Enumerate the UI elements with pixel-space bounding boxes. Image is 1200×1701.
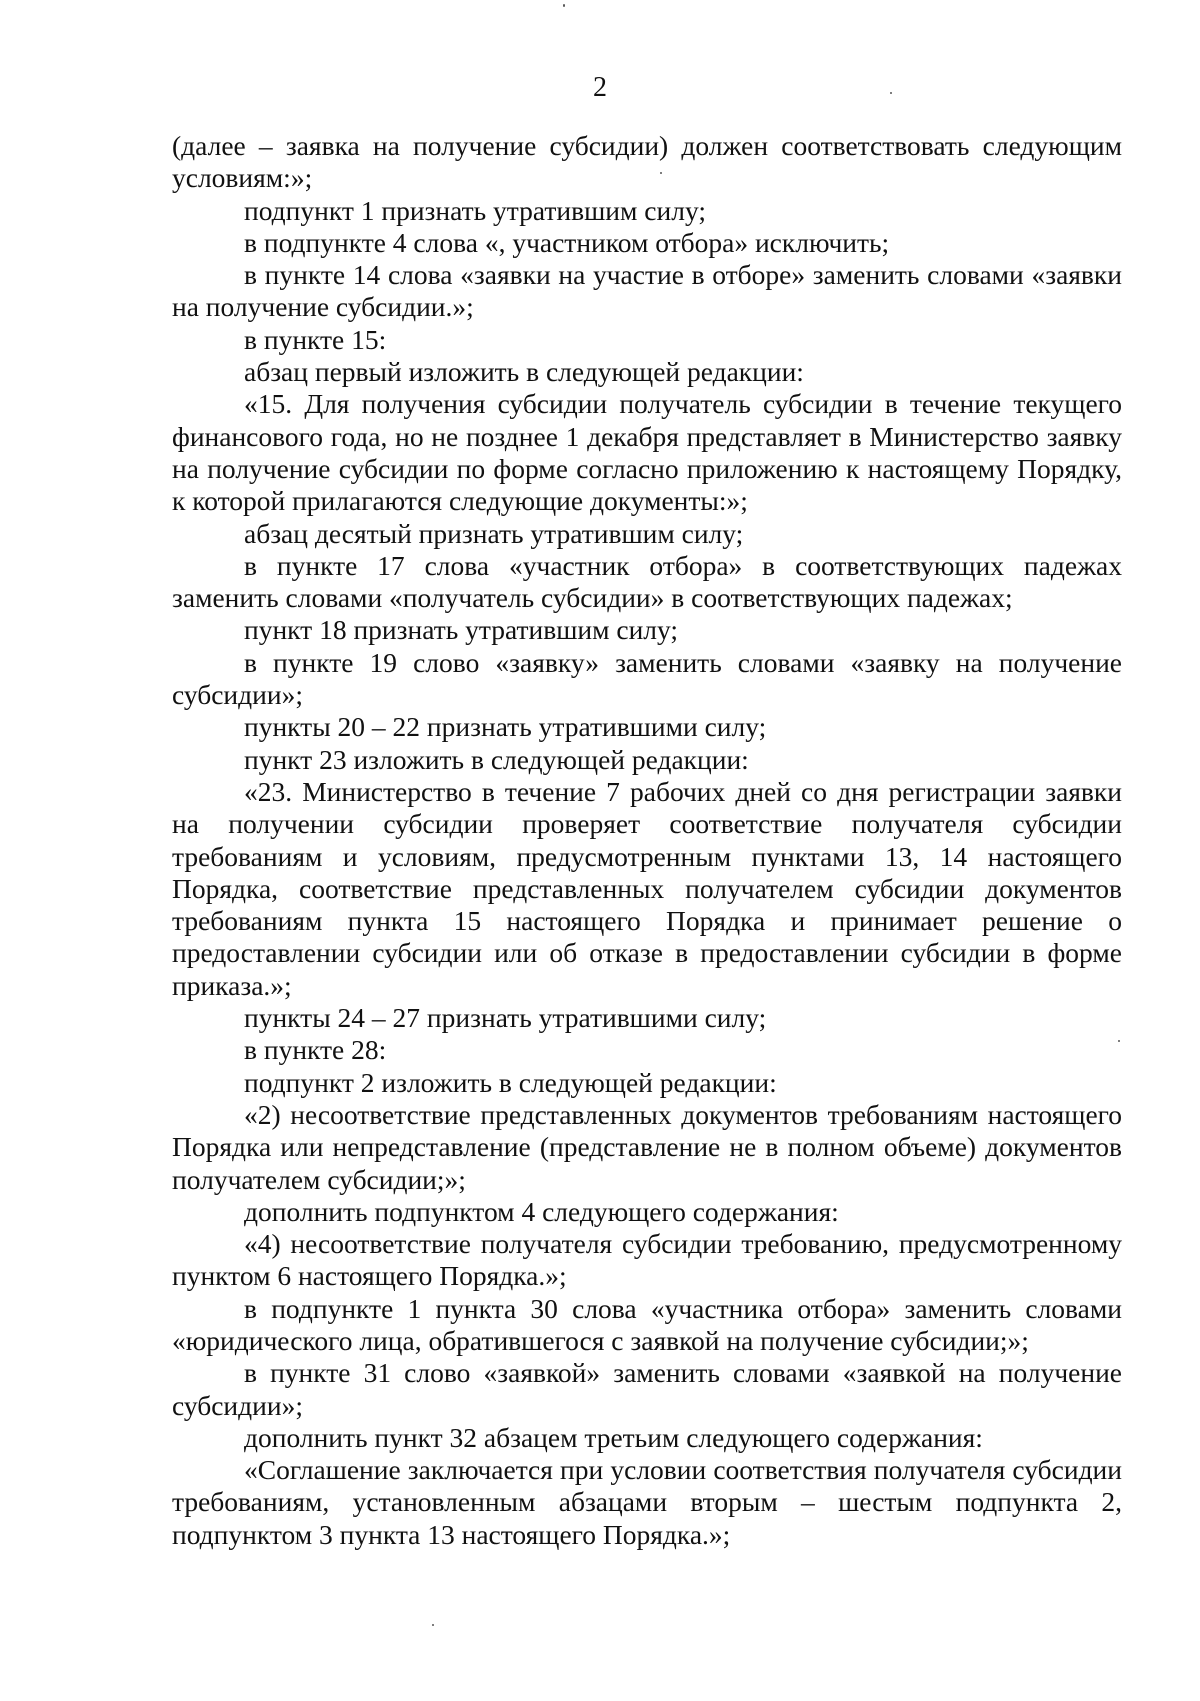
paragraph: пункты 20 – 22 признать утратившими силу; [244, 711, 767, 743]
paragraph: абзац первый изложить в следующей редакции: [244, 356, 804, 388]
paragraph: «23. Министерство в течение 7 рабочих дней со дня регистрации заявки на получении субсидии проверяет соответствие получателя субсидии требованиям и условиям, предусмотренным пунктами 13, 14 настоящего Порядка, соответствие представленных получателем субсидии документов требованиям пункта 15 настоящего Порядка и принимает решение о предоставлении субсидии или об отказе в предоставлении субсидии в форме приказа.»; [172, 775, 1122, 1001]
paragraph: в подпункте 4 слова «, участником отбора» исключить; [244, 226, 890, 258]
paragraph: в пункте 28: [244, 1034, 387, 1066]
page-number: 2 [593, 72, 607, 103]
paragraph: «4) несоответствие получателя субсидии требованию, предусмотренному пунктом 6 настоящего Порядка.»; [172, 1228, 1122, 1292]
paragraph: «15. Для получения субсидии получатель субсидии в течение текущего финансового года, но не позднее 1 декабря представляет в Министерство заявку на получение субсидии по форме согласно приложению к настоящему Порядку, к которой прилагаются следующие документы:»; [172, 388, 1122, 517]
paragraph: в пункте 19 слово «заявку» заменить словами «заявку на получение субсидии»; [172, 646, 1122, 711]
scan-speck [1118, 1040, 1120, 1042]
scan-speck [660, 172, 662, 174]
paragraph: в пункте 14 слова «заявки на участие в отборе» заменить словами «заявки на получение субсидии.»; [172, 259, 1122, 323]
paragraph: дополнить подпунктом 4 следующего содержания: [244, 1195, 839, 1227]
paragraph: подпункт 2 изложить в следующей редакции: [244, 1066, 777, 1098]
scan-speck [432, 1624, 434, 1626]
paragraph: абзац десятый признать утратившим силу; [244, 517, 744, 549]
paragraph: в пункте 15: [244, 323, 387, 355]
paragraph: пункт 18 признать утратившим силу; [244, 614, 679, 646]
paragraph: в пункте 17 слова «участник отбора» в соответствующих падежах заменить словами «получатель субсидии» в соответствующих падежах; [172, 549, 1122, 614]
paragraph: «Соглашение заключается при условии соответствия получателя субсидии требованиям, установленным абзацами вторым – шестым подпункта 2, подпунктом 3 пункта 13 настоящего Порядка.»; [172, 1454, 1122, 1550]
scan-speck [563, 4, 565, 7]
document-body [172, 130, 1122, 1551]
paragraph: в пункте 31 слово «заявкой» заменить словами «заявкой на получение субсидии»; [172, 1357, 1122, 1421]
paragraph: в подпункте 1 пункта 30 слова «участника отбора» заменить словами «юридического лица, обратившегося с заявкой на получение субсидии;»; [172, 1292, 1122, 1356]
scan-speck [890, 92, 892, 94]
paragraph: пункты 24 – 27 признать утратившими силу; [244, 1002, 767, 1034]
paragraph: пункт 23 изложить в следующей редакции: [244, 743, 749, 775]
paragraph: «2) несоответствие представленных документов требованиям настоящего Порядка или непредставление (представление не в полном объеме) документов получателем субсидии;»; [172, 1098, 1122, 1195]
paragraph: (далее – заявка на получение субсидии) должен соответствовать следующим условиям:»; [172, 130, 1122, 194]
paragraph: подпункт 1 признать утратившим силу; [244, 194, 706, 226]
paragraph: дополнить пункт 32 абзацем третьим следующего содержания: [244, 1421, 983, 1453]
